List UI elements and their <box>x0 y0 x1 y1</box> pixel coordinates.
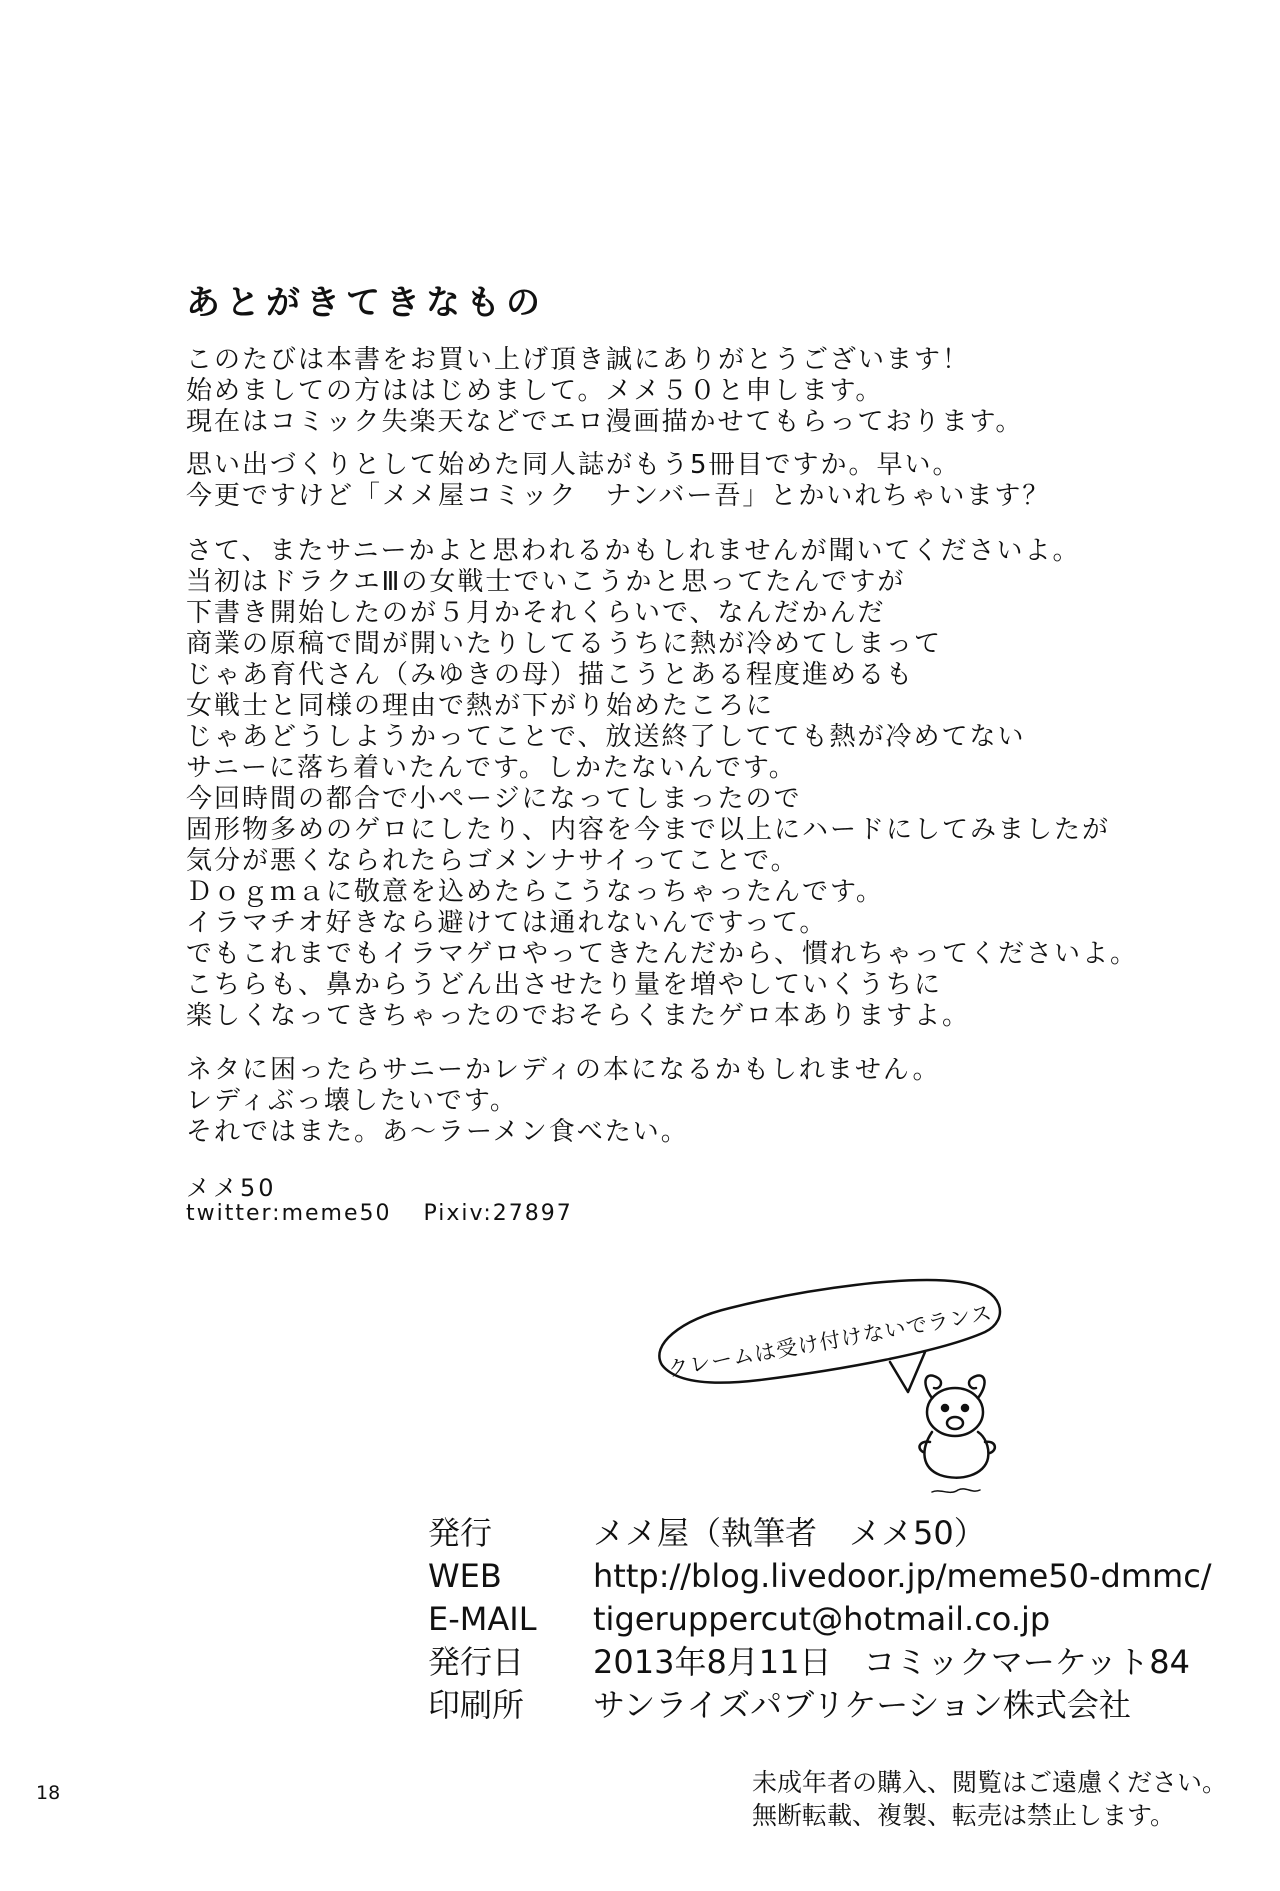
text-line: 現在はコミック失楽天などでエロ漫画描かせてもらっております。 <box>186 407 1024 437</box>
text-line: こちらも、鼻からうどん出させたり量を増やしていくうちに <box>186 970 943 1000</box>
colophon-label: WEB <box>428 1557 502 1595</box>
mascot-eye-left <box>942 1405 948 1411</box>
notice-line: 無断転載、複製、転売は禁止します。 <box>752 1801 1176 1830</box>
text-line: 固形物多めのゲロにしたり、内容を今まで以上にハードにしてみましたが <box>186 815 1111 845</box>
afterword-paragraph-3 <box>186 536 1080 784</box>
text-line: じゃあどうしようかってことで、放送終了してても熱が冷めてない <box>186 722 1026 752</box>
text-line: ネタに困ったらサニーかレディの本になるかもしれません。 <box>186 1055 941 1085</box>
afterword-paragraph-4 <box>186 784 1138 1032</box>
twitter-handle: twitter:meme50 <box>186 1201 392 1226</box>
mascot-horn-left <box>925 1375 941 1398</box>
text-line: 始めましての方ははじめまして。メメ５０と申します。 <box>186 376 884 406</box>
colophon-row-publisher <box>428 1512 1212 1555</box>
text-line: 思い出づくりとして始めた同人誌がもう5冊目ですか。早い。 <box>186 450 961 480</box>
text-line: 女戦士と同様の理由で熱が下がり始めたころに <box>186 691 775 721</box>
mascot-eye-right <box>962 1405 968 1411</box>
afterword-paragraph-1 <box>186 345 1023 438</box>
text-line: でもこれまでもイラマゲロやってきたんだから、慣れちゃってくださいよ。 <box>186 939 1139 969</box>
text-line: 気分が悪くなられたらゴメンナサイってことで。 <box>186 846 799 876</box>
colophon-row-printer <box>428 1684 1212 1727</box>
colophon-value: http://blog.livedoor.jp/meme50-dmmc/ <box>593 1557 1212 1595</box>
afterword-paragraph-5 <box>186 1055 940 1148</box>
text-line: それではまた。あ～ラーメン食べたい。 <box>186 1117 689 1147</box>
colophon-value: 2013年8月11日 コミックマーケット84 <box>593 1643 1190 1681</box>
author-accounts <box>186 1201 573 1226</box>
text-line: 楽しくなってきちゃったのでおそらくまたゲロ本ありますよ。 <box>186 1001 971 1031</box>
text-line: レディぶっ壊したいです。 <box>186 1086 518 1116</box>
colophon-value: サンライズパブリケーション株式会社 <box>593 1686 1131 1724</box>
mascot-horn-right <box>969 1375 985 1398</box>
text-line: サニーに落ち着いたんです。しかたないんです。 <box>186 753 797 783</box>
speech-bubble-text: クレームは受け付けないでランス <box>665 1300 995 1382</box>
colophon-value: メメ屋（執筆者 メメ50） <box>593 1514 986 1552</box>
pixiv-id: Pixiv:27897 <box>423 1201 573 1226</box>
colophon-label: E-MAIL <box>428 1600 537 1638</box>
text-line: 今更ですけど「メメ屋コミック ナンバー吾」とかいれちゃいます？ <box>186 481 1051 511</box>
text-line: 下書き開始したのが５月かそれくらいで、なんだかんだ <box>186 598 886 628</box>
text-line: イラマチオ好きなら避けては通れないんですって。 <box>186 908 828 938</box>
notice-line: 未成年者の購入、閲覧はご遠慮ください。 <box>752 1768 1228 1797</box>
mascot-mouth <box>947 1417 963 1429</box>
legal-notice <box>752 1766 1227 1832</box>
text-line: Ｄｏｇｍａに敬意を込めたらこうなっちゃったんです。 <box>186 877 884 907</box>
text-line: じゃあ育代さん（みゆきの母）描こうとある程度進めるも <box>186 660 915 690</box>
text-line: 当初はドラクエⅢの女戦士でいこうかと思ってたんですが <box>186 567 906 597</box>
page-number: 18 <box>36 1782 61 1804</box>
text-line: さて、またサニーかよと思われるかもしれませんが聞いてくださいよ。 <box>186 536 1081 566</box>
text-line: 商業の原稿で間が開いたりしてるうちに熱が冷めてしまって <box>186 629 943 659</box>
colophon-label: 発行 <box>428 1514 493 1552</box>
afterword-title: あとがきてきなもの <box>186 283 546 323</box>
colophon-row-web <box>428 1555 1212 1598</box>
colophon-label: 印刷所 <box>428 1686 525 1724</box>
colophon <box>428 1512 1212 1727</box>
colophon-label: 発行日 <box>428 1643 525 1681</box>
mascot-body <box>924 1432 988 1478</box>
author-signature: メメ50 <box>186 1174 277 1202</box>
text-line: このたびは本書をお買い上げ頂き誠にありがとうございます！ <box>186 345 971 375</box>
colophon-value: tigeruppercut@hotmail.co.jp <box>593 1600 1051 1638</box>
colophon-row-email <box>428 1598 1212 1641</box>
colophon-row-date <box>428 1641 1212 1684</box>
afterword-paragraph-2 <box>186 450 1050 512</box>
ground-scribble <box>932 1489 980 1492</box>
text-line: 今回時間の都合で小ページになってしまったので <box>186 784 802 814</box>
